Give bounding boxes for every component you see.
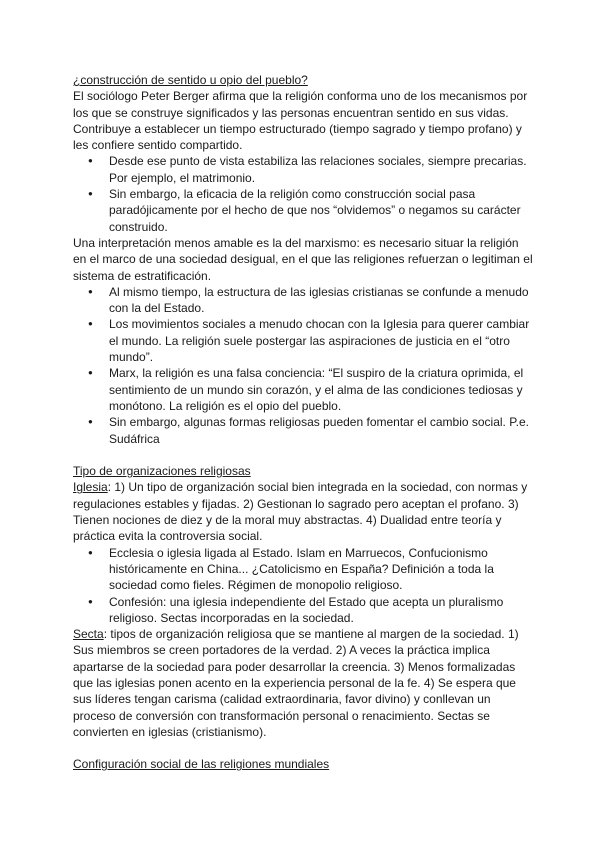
paragraph-iglesia bbox=[73, 479, 533, 544]
term-secta: Secta bbox=[73, 627, 104, 642]
definition-secta: : tipos de organización religiosa que se mantiene al margen de la sociedad. 1) Sus miembros se creen portadores de la verdad. 2) A veces la práctica implica apartarse de la sociedad para poder desarrollar la creencia. 3) Menos formalizadas que las iglesias ponen acento en la experiencia personal de la fe. 4) Se espera que sus líderes tengan carisma (calidad extraordinaria, favor divino) y conllevan un proceso de conversión con transformación personal o renacimiento. Sectas se convierten en iglesias (cristianismo). bbox=[73, 627, 519, 739]
paragraph-secta bbox=[73, 626, 533, 740]
list-item: ● Confesión: una iglesia independiente del Estado que acepta un pluralismo religioso. Sectas incorporadas en la sociedad. bbox=[73, 594, 533, 627]
section-heading-opio: ¿construcción de sentido u opio del pueblo? bbox=[73, 73, 308, 87]
list-item: ● Al mismo tiempo, la estructura de las iglesias cristianas se confunde a menudo con la del Estado. bbox=[73, 284, 533, 317]
term-iglesia: Iglesia bbox=[73, 480, 108, 495]
document-page bbox=[73, 72, 533, 773]
list-item: ● Los movimientos sociales a menudo chocan con la Iglesia para querer cambiar el mundo. La religión suele postergar las aspiraciones de justicia en el “otro mundo”. bbox=[73, 316, 533, 365]
list-item: ● Sin embargo, algunas formas religiosas pueden fomentar el cambio social. P.e. Sudáfrica bbox=[73, 414, 533, 447]
paragraph-marxismo: Una interpretación menos amable es la del marxismo: es necesario situar la religión en el marco de una sociedad desigual, en el que las religiones refuerzan o legitiman el sistema de estratificación. bbox=[73, 235, 533, 283]
bullet-list-berger bbox=[73, 153, 533, 234]
bullet-list-marxismo bbox=[73, 284, 533, 447]
list-item: ● Sin embargo, la eficacia de la religión como construcción social pasa paradójicamente por el hecho de que nos “olvidemos” o negamos su carácter construido. bbox=[73, 186, 533, 235]
bullet-list-iglesia bbox=[73, 545, 533, 626]
list-item: ● Desde ese punto de vista estabiliza las relaciones sociales, siempre precarias. Por ejemplo, el matrimonio. bbox=[73, 153, 533, 186]
section-heading-organizaciones: Tipo de organizaciones religiosas bbox=[73, 464, 251, 479]
spacer bbox=[73, 740, 533, 756]
paragraph-berger: El sociólogo Peter Berger afirma que la religión conforma uno de los mecanismos por los que se construye significados y las personas encuentran sentido en sus vidas. Contribuye a establecer un tiempo estructurado (tiempo sagrado y tiempo profano) y les confiere sentido compartido. bbox=[73, 89, 528, 153]
list-item: ● Marx, la religión es una falsa conciencia: “El suspiro de la criatura oprimida, el sentimiento de un mundo sin corazón, y el alma de las condiciones tediosas y monótono. La religión es el opio del pueblo. bbox=[73, 365, 533, 414]
spacer bbox=[73, 447, 533, 463]
definition-iglesia: : 1) Un tipo de organización social bien integrada en la sociedad, con normas y regulaciones estables y fijadas. 2) Gestionan lo sagrado pero aceptan el profano. 3) Tienen nociones de diez y de la moral muy abstractas. 4) Dualidad entre teoría y práctica evita la controversia social. bbox=[73, 480, 528, 544]
section-heading-religiones-mundiales: Configuración social de las religiones mundiales bbox=[73, 757, 330, 772]
list-item: ● Ecclesia o iglesia ligada al Estado. Islam en Marruecos, Confucionismo históricamente en China... ¿Catolicismo en España? Definición a toda la sociedad como fieles. Régimen de monopolio religioso. bbox=[73, 545, 533, 594]
